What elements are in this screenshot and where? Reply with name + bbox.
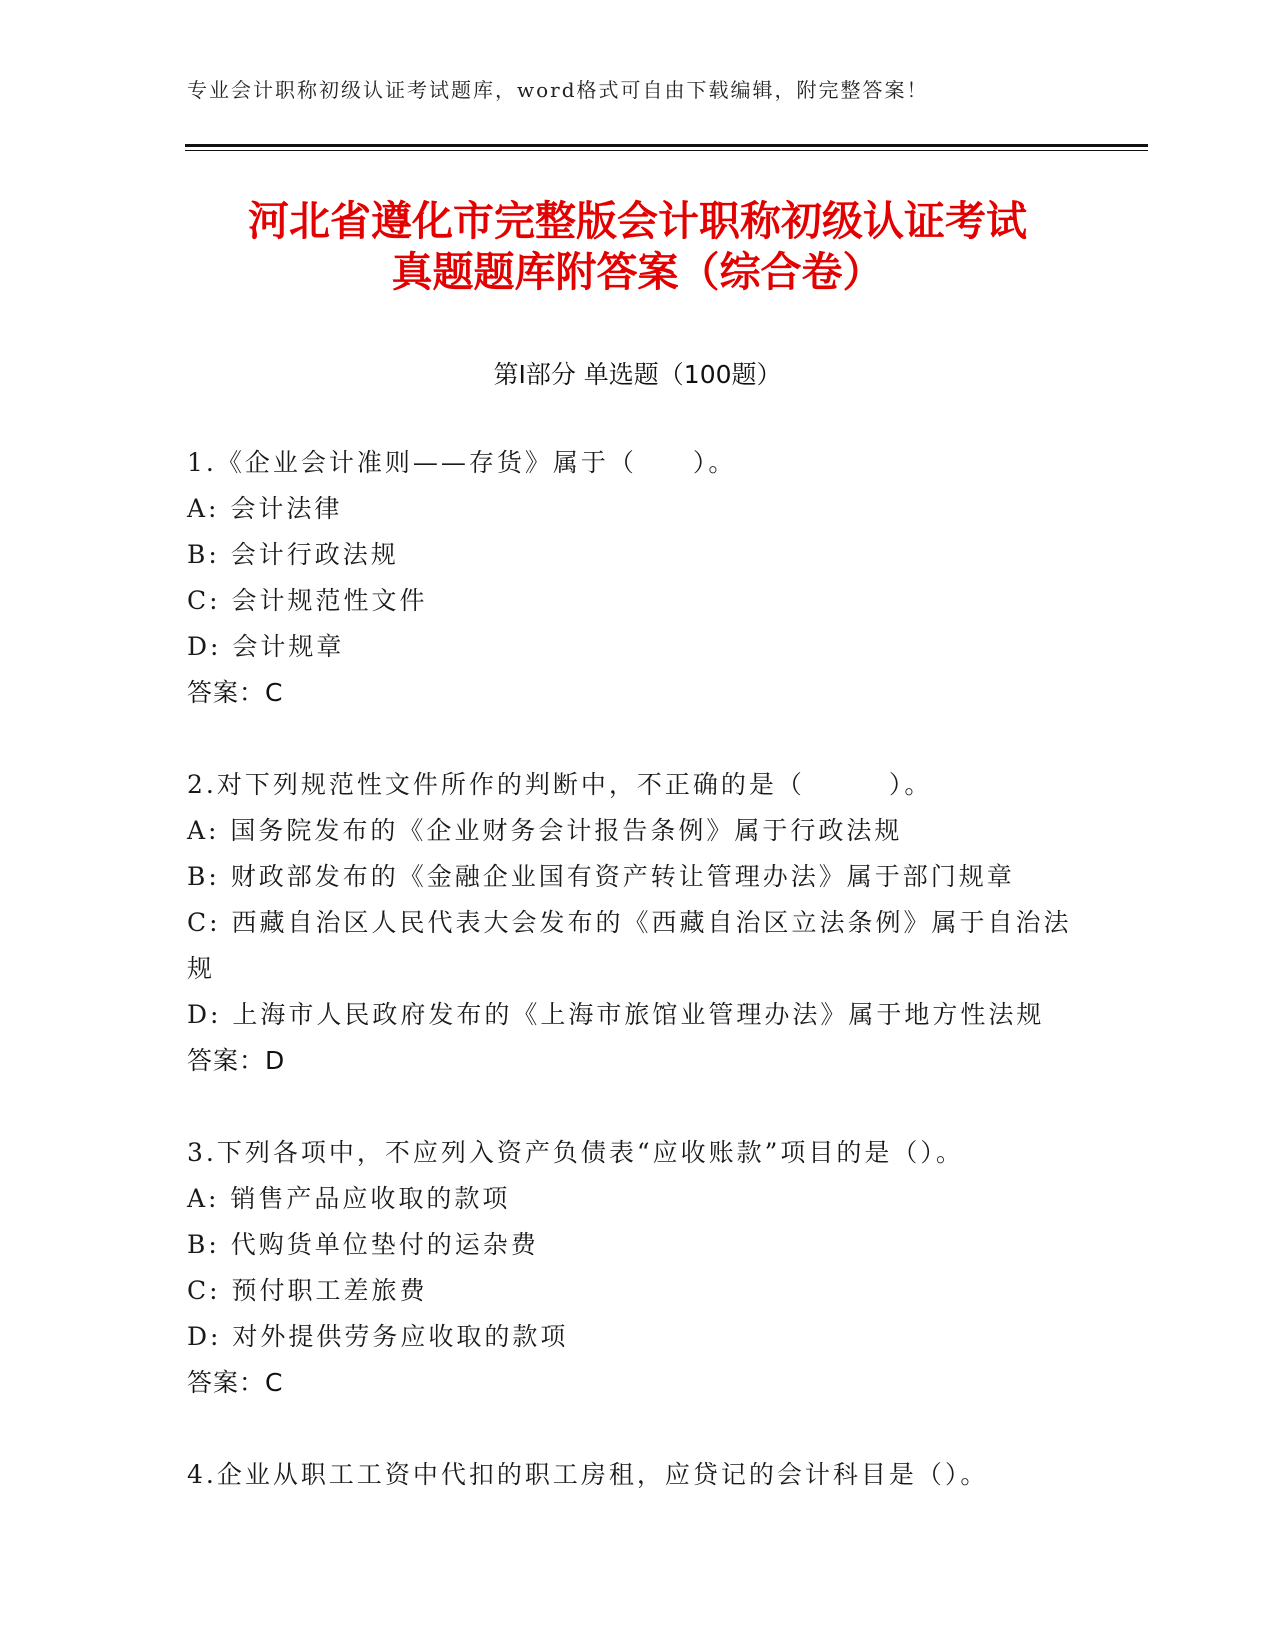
answer: 答案：D (187, 1046, 286, 1075)
question-2 (187, 762, 1077, 1084)
option-b: B: 财政部发布的《金融企业国有资产转让管理办法》属于部门规章 (187, 862, 1015, 891)
option-a: A: 国务院发布的《企业财务会计报告条例》属于行政法规 (187, 816, 903, 845)
document-title (150, 196, 1125, 298)
option-c: C: 预付职工差旅费 (187, 1276, 428, 1305)
question-stem: 4.企业从职工工资中代扣的职工房租，应贷记的会计科目是（）。 (187, 1460, 989, 1489)
option-d: D: 上海市人民政府发布的《上海市旅馆业管理办法》属于地方性法规 (187, 1000, 1045, 1029)
option-a: A: 会计法律 (187, 494, 343, 523)
option-d: D: 对外提供劳务应收取的款项 (187, 1322, 569, 1351)
question-stem: 2.对下列规范性文件所作的判断中，不正确的是（ ）。 (187, 770, 933, 799)
option-b: B: 会计行政法规 (187, 540, 399, 569)
header-note: 专业会计职称初级认证考试题库，word格式可自由下载编辑，附完整答案！ (187, 78, 929, 102)
option-c: C: 会计规范性文件 (187, 586, 428, 615)
question-list (187, 440, 1077, 1544)
question-3 (187, 1130, 1077, 1406)
question-1 (187, 440, 1077, 716)
answer: 答案：C (187, 678, 284, 707)
question-4 (187, 1452, 1077, 1498)
question-stem: 3.下列各项中，不应列入资产负债表“应收账款”项目的是（）。 (187, 1138, 964, 1167)
section-heading: 第Ⅰ部分 单选题（100题） (493, 360, 782, 389)
option-c: C: 西藏自治区人民代表大会发布的《西藏自治区立法条例》属于自治法规 (187, 908, 1072, 983)
header-divider-thick (185, 144, 1148, 147)
title-line-2: 真题题库附答案（综合卷） (391, 248, 884, 296)
title-line-1: 河北省遵化市完整版会计职称初级认证考试 (248, 197, 1027, 245)
question-stem: 1.《企业会计准则——存货》属于（ ）。 (187, 448, 737, 477)
answer: 答案：C (187, 1368, 284, 1397)
option-a: A: 销售产品应收取的款项 (187, 1184, 511, 1213)
option-b: B: 代购货单位垫付的运杂费 (187, 1230, 539, 1259)
header-divider-thin (185, 150, 1148, 151)
option-d: D: 会计规章 (187, 632, 345, 661)
